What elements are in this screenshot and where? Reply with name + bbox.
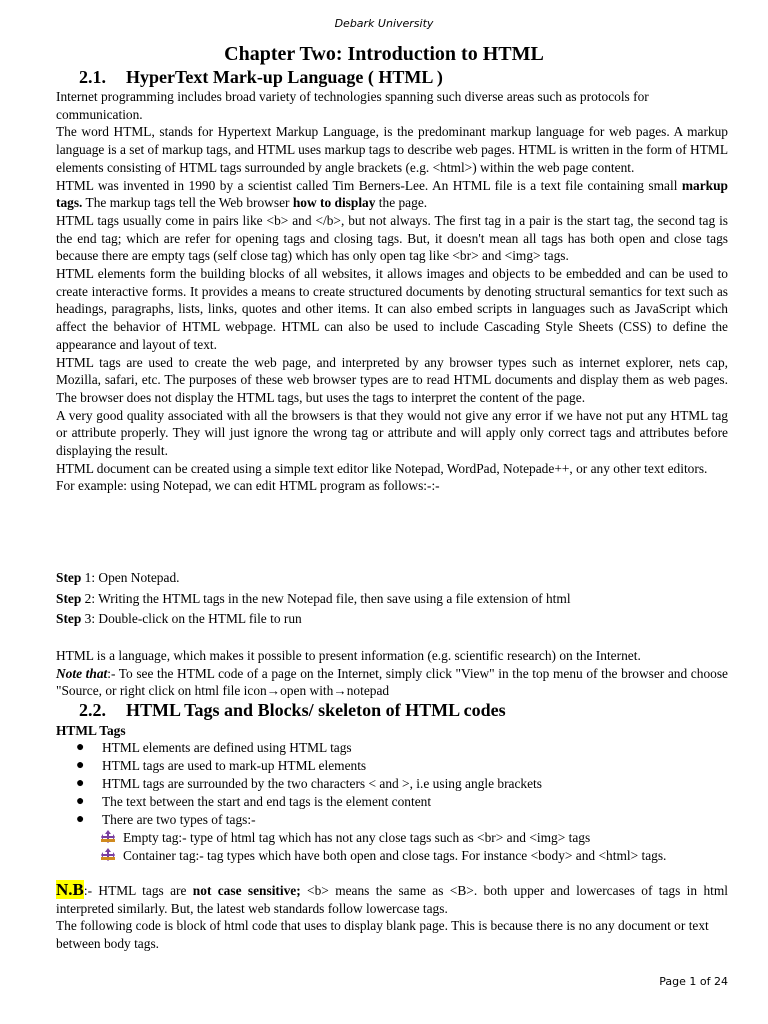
intro-body bbox=[56, 88, 728, 495]
section-title: HTML Tags and Blocks/ skeleton of HTML codes bbox=[126, 700, 506, 720]
sub-list-item-text: Container tag:- tag types which have both open and close tags. For instance <body> and <html> tags. bbox=[123, 848, 667, 864]
arrow-cross-bullet-icon bbox=[101, 847, 123, 866]
paragraph: HTML is a language, which makes it possible to present information (e.g. scientific research) on the Internet. bbox=[56, 648, 641, 663]
text-run: the page. bbox=[375, 195, 428, 211]
arrow-cross-bullet-icon bbox=[101, 829, 123, 848]
nb-block bbox=[56, 881, 728, 953]
text-run: HTML was invented in 1990 by a scientist called Tim Berners-Lee. An HTML file is a text file containing small bbox=[56, 177, 682, 193]
list-item bbox=[76, 739, 728, 757]
list-item bbox=[76, 775, 728, 793]
step-label: Step bbox=[56, 570, 82, 585]
list-item-text: HTML tags are used to mark-up HTML elements bbox=[102, 757, 367, 773]
list-item-text: The text between the start and end tags is the element content bbox=[102, 793, 432, 809]
chapter-title: Chapter Two: Introduction to HTML bbox=[224, 43, 544, 65]
bold-text: how to display bbox=[292, 195, 376, 211]
list-item bbox=[76, 811, 728, 829]
paragraph: The following code is block of html code that uses to display blank page. This is because there is no any document or text between body tags. bbox=[56, 918, 709, 952]
note-label: Note that bbox=[56, 665, 108, 681]
sub-list-item bbox=[76, 847, 728, 866]
bullet-icon: ● bbox=[76, 775, 85, 791]
paragraph: For example: using Notepad, we can edit HTML program as follows:-:- bbox=[56, 478, 440, 494]
list-item-text: HTML tags are surrounded by the two characters < and >, i.e using angle brackets bbox=[102, 775, 542, 791]
text-run: :- HTML tags are bbox=[83, 883, 193, 898]
nb-label: N.B bbox=[56, 880, 84, 899]
section-number: 2.2. bbox=[79, 700, 106, 720]
list-item-text: HTML elements are defined using HTML tags bbox=[102, 740, 352, 755]
bold-text: markup tags. bbox=[56, 177, 728, 211]
paragraph: HTML elements form the building blocks of all websites, it allows images and objects to be embedded and can be used to create interactive forms. It provides a means to create structured documents by denoting structural semantics for text such as headings, paragraphs, lists, links, quotes and other items. It can also embed scripts in languages such as JavaScript which affect the behavior of HTML webpage. HTML can also be used to include Cascading Style Sheets (CSS) to define the appearance and layout of text. bbox=[56, 266, 728, 352]
text-run: open with bbox=[280, 683, 334, 699]
running-header: Debark University bbox=[334, 17, 434, 30]
right-arrow-icon: → bbox=[333, 683, 347, 699]
paragraph: HTML document can be created using a simple text editor like Notepad, WordPad, Notepade++, or any other text editors. bbox=[56, 460, 708, 476]
text-run: notepad bbox=[346, 683, 390, 699]
paragraph: The word HTML, stands for Hypertext Markup Language, is the predominant markup language for web pages. A markup language is a set of markup tags, and HTML uses markup tags to describe web pages. HTML is written in the form of HTML elements consisting of HTML tags surrounded by angle brackets (e.g. <html>) within the web page content. bbox=[56, 124, 728, 175]
paragraph bbox=[56, 177, 728, 212]
bullet-icon: ● bbox=[76, 740, 85, 755]
step-label: Step bbox=[56, 590, 82, 606]
nb-paragraph bbox=[56, 881, 728, 917]
paragraph: Internet programming includes broad variety of technologies spanning such diverse areas such as protocols for communication. bbox=[56, 89, 649, 122]
paragraph: HTML tags usually come in pairs like <b> and </b>, but not always. The first tag in a pair is the start tag, the second tag is the end tag; which are refer for opening tags and closing tags. But, it doesn't mean all tags has both open and close tags because there are empty tags (self close tag) which has only open tag like <br> and <img> tags. bbox=[56, 212, 728, 264]
bullet-list bbox=[76, 739, 728, 866]
text-run: The markup tags tell the Web browser bbox=[82, 195, 293, 211]
list-item bbox=[76, 793, 728, 811]
paragraph: A very good quality associated with all the browsers is that they would not give any error if we have not put any HTML tag or attribute properly. They will just ignore the wrong tag or attribute and will apply only correct tags and attributes before displaying the result. bbox=[56, 407, 728, 459]
step-label: Step bbox=[56, 611, 82, 626]
paragraph: HTML tags are used to create the web page, and interpreted by any browser types such as internet explorer, nets cap, Mozilla, safari, etc. The purposes of these web browser types are to read HTML documents and display them as web pages. The browser does not display the HTML tags, but uses the tags to interpret the content of the page. bbox=[56, 354, 728, 405]
right-arrow-icon: → bbox=[266, 683, 281, 699]
note-paragraph bbox=[56, 665, 728, 700]
bullet-icon: ● bbox=[76, 793, 85, 809]
html-tags-heading: HTML Tags bbox=[56, 723, 126, 738]
section-title: HyperText Mark-up Language ( HTML ) bbox=[126, 67, 443, 87]
section-heading-2-1 bbox=[79, 67, 443, 88]
text-run: <b> means the same as <B>. both upper and lowercases of tags in html interpreted similarly. But, the latest web standards follow lowercase tags. bbox=[56, 883, 728, 916]
step-item bbox=[56, 568, 728, 589]
step-text: 1: Open Notepad. bbox=[81, 570, 180, 585]
step-text: 3: Double-click on the HTML file to run bbox=[81, 611, 302, 626]
step-item bbox=[56, 589, 728, 610]
page-number: Page 1 of 24 bbox=[659, 975, 728, 988]
sub-list-item bbox=[76, 829, 728, 848]
sub-list-item-text: Empty tag:- type of html tag which has not any close tags such as <br> and <img> tags bbox=[123, 829, 591, 845]
section-number: 2.1. bbox=[79, 67, 106, 87]
bullet-icon: ● bbox=[76, 811, 85, 827]
step-item bbox=[56, 609, 728, 630]
list-item-text: There are two types of tags:- bbox=[102, 811, 256, 827]
note-block bbox=[56, 647, 728, 700]
text-run: :- To see the HTML code of a page on the Internet, simply click "View" in the top menu of the browser and choose "Source, or right click on html file icon bbox=[56, 665, 728, 699]
steps-list bbox=[56, 568, 728, 630]
list-item bbox=[76, 757, 728, 775]
bullet-icon: ● bbox=[76, 757, 85, 773]
section-heading-2-2 bbox=[79, 700, 506, 721]
step-text: 2: Writing the HTML tags in the new Notepad file, then save using a file extension of html bbox=[81, 590, 571, 606]
bold-text: not case sensitive; bbox=[192, 883, 301, 898]
